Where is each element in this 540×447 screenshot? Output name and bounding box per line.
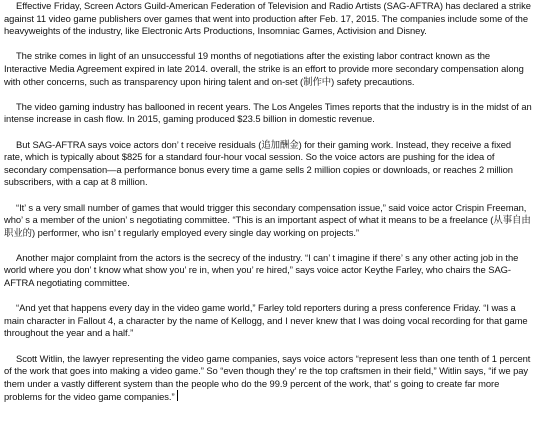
text-cursor xyxy=(177,390,178,401)
paragraph-4: But SAG-AFTRA says voice actors don’ t receive residuals (追加酬金) for their gaming work. Instead, they receive a fixed rate, which is typically about $825 for a standard four-hour vocal session. So the voice actors are pushing for the idea of secondary compensation—a performance bonus every time a game sells 2 million copies or downloads, or reaches 2 million subscribers, with a cap at 8 million. xyxy=(4,138,513,188)
paragraph-1: Effective Friday, Screen Actors Guild-American Federation of Television and Radio Artists (SAG-AFTRA) has declared a strike against 11 video game publishers over games that went into production after Feb. 17, 2015. The companies include some of the heavyweights of the industry, like Electronic Arts Productions, Insomniac Games, Activision and Disney. xyxy=(4,0,531,37)
paragraph-8 xyxy=(4,353,532,404)
paragraph-2: The strike comes in light of an unsuccessful 19 months of negotiations after the existing labor contract known as the Interactive Media Agreement expired in late 2014. overall, the strike is an effort to provide more secondary compensation along with other concerns, such as transparency upon hiring talent and on-set (制作中) safety precautions. xyxy=(4,50,524,87)
paragraph-5: “It’ s a very small number of games that would trigger this secondary compensation issue,” said voice actor Crispin Freeman, who’ s a member of the union’ s negotiating committee. “This is an important aspect of what it means to be a freelance (从事自由职业的) performer, who isn’ t regularly employed every single day working on projects.” xyxy=(4,201,531,238)
paragraph-7: “And yet that happens every day in the video game world,” Farley told reporters during a press conference Friday. “I was a main character in Fallout 4, a character by the name of Kellogg, and I never knew that I was doing vocal recording for that game throughout the year and a half.” xyxy=(4,302,528,339)
paragraph-3: The video gaming industry has ballooned in recent years. The Los Angeles Times reports that the industry is in the midst of an intense increase in cash flow. In 2015, gaming produced $23.5 billion in domestic revenue. xyxy=(4,100,532,125)
paragraph-8-text: Scott Witlin, the lawyer representing the video game companies, says voice actors “represent less than one tenth of 1 percent of the work that goes into making a video game.” So “even though they’ re the top craftsmen in their field,” Witlin says, “if we pay them under a vastly different system than the people who do the 99.9 percent of the work, that’ s going to create far more problems for the video game companies.” xyxy=(4,352,531,403)
paragraph-6: Another major complaint from the actors is the secrecy of the industry. “I can’ t imagine if there’ s any other acting job in the world where you don’ t know what show you’ re in, when you’ re hired,” says voice actor Keythe Farley, who chairs the SAG-AFTRA negotiating committee. xyxy=(4,251,519,289)
